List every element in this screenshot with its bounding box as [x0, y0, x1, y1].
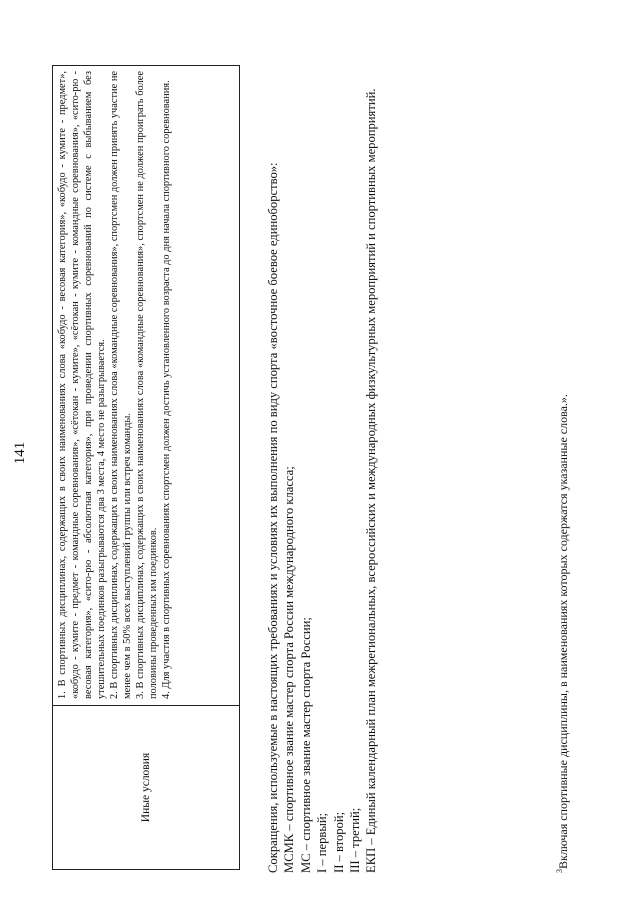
table-label-cell: Иные условия	[53, 705, 239, 869]
abbreviation-item: II – второй;	[331, 811, 346, 873]
footnote-text: Включая спортивные дисциплины, в наименованиях которых содержатся указанные слова.».	[556, 394, 570, 869]
page-number: 141	[12, 441, 28, 465]
abbreviations-intro: Сокращения, используемые в настоящих требованиях и условиях их выполнения по виду спорта «восточное боевое единоборство»:	[266, 162, 280, 873]
footnote-marker: 3	[555, 869, 564, 873]
footnote	[552, 65, 571, 873]
abbreviations-section	[265, 65, 380, 873]
condition-item: 1. В спортивных дисциплинах, содержащих в своих наименованиях слова «кобудо - весовая категория», «кобудо - кумите - предмет», «кобудо - кумите - предмет - командные соревнования», «сётокан - кумите», «сётокан - кумите - командные соревнования», «сито-рю - весовая категория», «сито-рю - абсолютная категория», при проведении спортивных соревнований по системе с выбыванием без утешительных поединков разыгрываются два 3 места, 4 место не разыгрывается.	[57, 71, 107, 699]
abbreviation-item: МС – спортивное звание мастер спорта России;	[298, 617, 313, 873]
abbreviation-item: МСМК – спортивное звание мастер спорта России международного класса;	[282, 466, 297, 873]
conditions-table	[52, 65, 240, 870]
abbreviation-item: ЕКП – Единый календарный план межрегиональных, всероссийских и международных физкультурных мероприятий и спортивных мероприятий.	[364, 88, 379, 873]
condition-item: 4. Для участия в спортивных соревнованиях спортсмен должен достичь установленного возраста до дня начала спортивного соревнования.	[161, 80, 172, 699]
abbreviation-item: I – первый;	[315, 812, 330, 873]
table-text-cell	[53, 66, 239, 705]
condition-item: 3. В спортивных дисциплинах, содержащих в своих наименованиях слова «командные соревнования», спортсмен не должен проиграть более половины проведенных им поединков.	[135, 71, 159, 699]
abbreviation-item: III – третий;	[348, 807, 363, 873]
condition-item: 2. В спортивных дисциплинах, содержащих в своих наименованиях слова «командные соревнования», спортсмен должен принять участие не менее чем в 50% всех выступлений группы или встреч команды.	[109, 71, 133, 699]
